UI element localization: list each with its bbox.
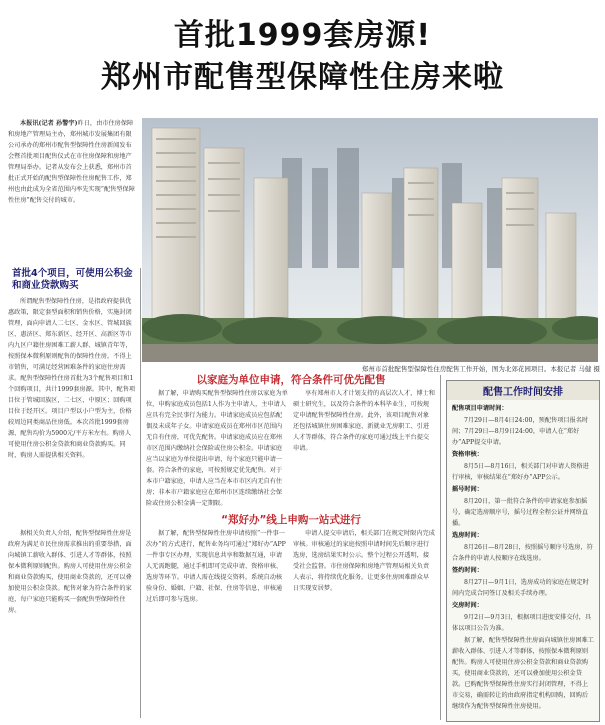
- section-title-online-purchase: “郑好办”线上申购一站式进行: [221, 514, 361, 526]
- schedule-item-text: 8月5日—8月16日，相关部门对申请人资格进行审核，审核结果在“郑好办”APP公示。: [452, 463, 589, 481]
- schedule-item-label: 选房时间：: [452, 532, 483, 539]
- column-divider-left: [140, 268, 141, 718]
- section-title-family-application: 以家庭为单位申请，符合条件可优先配售: [196, 374, 386, 386]
- headline-line2: 郑州市配售型保障性住房来啦: [101, 60, 504, 95]
- schedule-item-text: 8月20日，第一批符合条件的申请家庭参加摇号，确定选房顺序号，摇号过程全程公证并网络直播。: [452, 498, 589, 527]
- schedule-item-label: 交房时间：: [452, 602, 483, 609]
- schedule-item-label: 资格审核：: [452, 451, 483, 458]
- left-column-body: [8, 296, 136, 526]
- schedule-item-label: 配售项目申请时间：: [452, 405, 508, 412]
- left-column-body-2: [8, 528, 136, 720]
- section3-text: 据了解，配售型保障性住房申请按照“一件事一次办”的方式进行，配售业务均可通过“郑好办”APP一件事专区办理，实现信息共享和数据互通，申请人无需跑腿，通过手机即可完成申请、资格审核、选房等环节。申请人需在线提交资料，系统自动核验身份、婚姻、户籍、社保、住房等信息，审核通过后即可参与选房。: [146, 530, 286, 603]
- schedule-note: 据了解，配售型保障性住房面向城镇住房困难工薪收入群体、引进人才等群体，按照保本微利原则配售。购房人可使用住房公积金贷款和商业贷款购买，使用商业贷款的，还可以叠加使用公积金贷款。已购配售型保障性住房实行封闭管理，不得上市交易，确需转让的由政府指定机构回购，回购后继续作为配售型保障性住房使用。: [452, 637, 594, 710]
- schedule-item-label: 签约时间：: [452, 567, 483, 574]
- intro-text: 昨日，由市住房保障和房地产管理局主办，郑州城市发展集团有限公司承办的郑州市配售型保障性住房新闻发布会暨首批项目配售仪式在市住房保障和房地产管理局举办。记者从发布会上获悉，郑州市首批正式开始的配售型保障性住房配售工作，郑州也由此成为全省范围内率先实现“配售型保障性住房”配售交付的城市。: [8, 120, 135, 204]
- news-photo: [142, 118, 598, 362]
- left-column-text-2: 据相关负责人介绍，配售型保障性住房是政府为满足市民住房需求推出的重要举措，面向城镇工薪收入群体、引进人才等群体，按照保本微利原则配售。购房人可使用住房公积金和商业贷款购买，使用商业贷款的，还可以叠加使用公积金贷款。配售对象为符合条件的家庭，每户家庭只能购买一套配售型保障性住房。: [8, 530, 132, 614]
- housing-photo-illustration: [142, 118, 598, 362]
- schedule-item-label: 摇号时间：: [452, 486, 483, 493]
- schedule-item-text: 8月26日—8月28日，按照摇号顺序号选房，符合条件的申请人按顺序在线选房。: [452, 544, 593, 562]
- section3-text-b: 申请人提交申请后，相关部门在规定时限内完成审核。审核通过的家庭按照申请时间先后顺序进行选房，选房结果实时公示。整个过程公开透明，接受社会监督。市住房保障和房地产管理局相关负责人表示，将持续优化服务，让更多住房困难群众早日实现安居梦。: [293, 530, 435, 592]
- byline: 本报讯(记者 孙警宇): [20, 120, 78, 127]
- headline-line1: 首批1999套房源!: [173, 18, 432, 53]
- section2-col2: [293, 388, 435, 506]
- section2-text: 据了解，申请购买配售型保障性住房以家庭为单位，申购家庭成员包括1人作为主申请人，主申请人应具有完全民事行为能力。申请家庭成员应包括配偶及未成年子女。申请家庭成员在郑州市区范围内无自有住房，可优先配售。申请家庭成员应在郑州市区范围内缴纳社会保险或住房公积金。申请家庭应当以家庭为单位提出申请，每个家庭只能申请一套。符合条件的家庭，可按照规定优先配售。对于本市户籍家庭，申请人应当在本市市区内无自有住房；非本市户籍家庭应在郑州市区连续缴纳社会保险或住房公积金满一定期限。: [146, 390, 288, 506]
- schedule-box-title: 配售工作时间安排: [447, 381, 599, 400]
- section3-col2: [293, 528, 435, 720]
- schedule-item-text: 9月2日—9月3日，根据项目进度安排交付，具体以项目公告为准。: [452, 614, 592, 632]
- schedule-item-text: 8月27日—9月1日，选房成功的家庭在规定时间内完成合同签订及相关手续办理。: [452, 579, 589, 597]
- left-column-text: 所谓配售型保障性住房，是指政府提供优惠政策，限定套型面积和销售价格，实施封闭管理，面向申请人二七区、金水区、管城回族区、惠济区、郑东新区、经开区、高新区等市内九区户籍住房困难工薪人群、城镇青年等，按照保本微利原则配售的保障性住房。不得上市销售，可满足经营困难条件的家庭住房需求。配售型保障性住房首批为3个配售项目和1个回购项目，共计1999套房源。其中，配售项目位于管城回族区，二七区，中原区；回购项目位于经开区。项目户型以小户型为主，价格较周边同类商品住房低。本次首批1999套房源，配售均价为5900元/平方米左右。购房人可使用住房公积金贷款和商业贷款购买。同时，购房人需提供相关资料。: [8, 298, 136, 459]
- column-divider-right: [440, 375, 441, 720]
- schedule-item-text: 7月29日—8月4日24:00，预配售项目报名时间；7月29日—8月9日24:00，申请人在“郑好办”APP提交申请。: [452, 417, 589, 446]
- section3-col1: [146, 528, 288, 720]
- section2-text-b: 享有郑州市人才计划支持的高层次人才，博士和硕士研究生，以及符合条件的本科毕业生，可按规定申请配售型保障性住房。此外，该项目配售对象还包括城镇住房困难家庭、新就业无房职工、引进人才等群体，符合条件的家庭可通过线上平台提交申请。: [293, 390, 435, 452]
- section2-col1: [146, 388, 288, 506]
- schedule-list: [447, 403, 599, 715]
- schedule-box: [446, 380, 600, 722]
- subhead-first-batch: 首批4个项目，可使用公积金和商业贷款购买: [12, 268, 133, 291]
- photo-caption: 郑州市首批配售型保障性住房配售工作开始，图为北郊花园项目。本报记者 马健 摄: [361, 365, 600, 373]
- intro-column: [8, 118, 136, 278]
